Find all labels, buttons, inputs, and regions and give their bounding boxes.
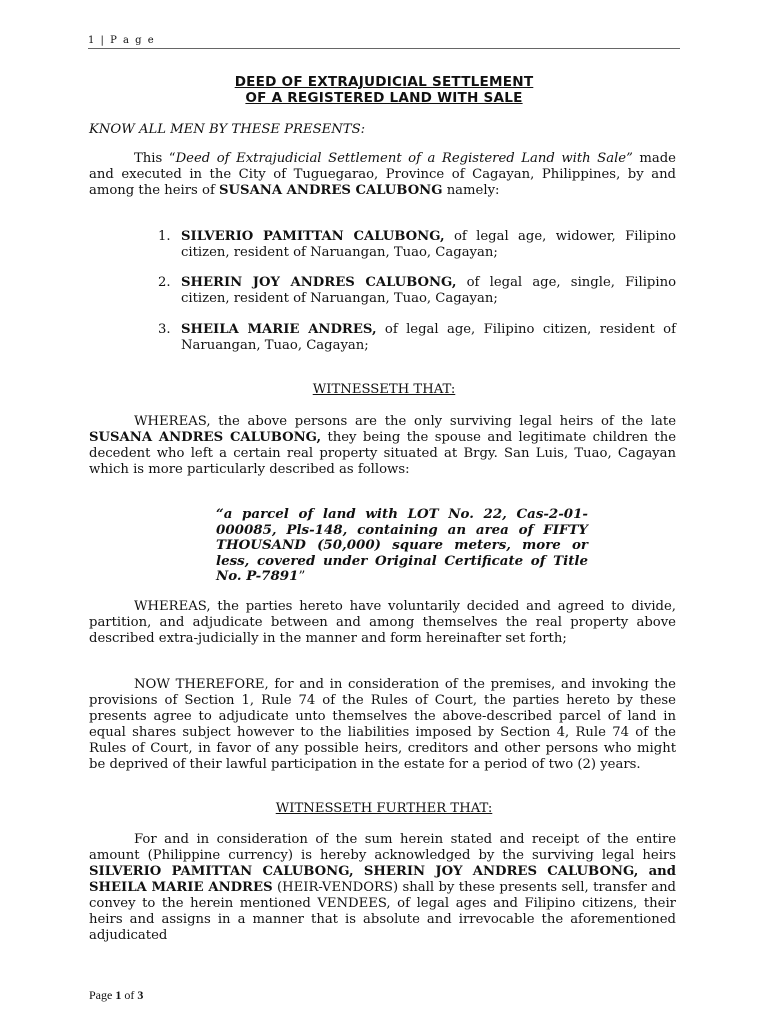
decedent-name: SUSANA ANDRES CALUBONG [219,183,443,198]
intro-paragraph [89,151,676,199]
heir-description: of legal age, single, Filipino citizen, resident of Naruangan, Tuao, Cagayan; [181,275,677,306]
document-title-line2: OF A REGISTERED LAND WITH SALE [245,90,523,106]
heir-description: of legal age, Filipino citizen, resident of Naruangan, Tuao, Cagayan; [181,322,677,353]
decedent-name: SUSANA ANDRES CALUBONG, [89,430,322,445]
deed-name: Deed of Extrajudicial Settlement of a Registered Land with Sale” [175,151,633,166]
witnesseth-heading: WITNESSETH THAT: [312,382,456,397]
property-text: “a parcel of land with LOT No. 22, Cas-2-01-000085, Pls-148, containing an area of FIFTY THOUSAND (50,000) square meters, more or less, covered under Original Certificate of Title No. P-7891 [216,506,588,585]
page-header: 1 | P a g e [88,35,680,49]
salutation: KNOW ALL MEN BY THESE PRESENTS: [89,122,366,137]
footer-current-page: 1 [115,988,122,1002]
whereas-agreement-paragraph: WHEREAS, the parties hereto have voluntarily decided and agreed to divide, partition, and adjudicate between and among themselves the real property above described extra-judicially in the manner and form hereinafter set forth; [89,599,676,646]
heir-item [158,275,676,307]
heir-vendor-names: SILVERIO PAMITTAN CALUBONG, SHERIN JOY ANDRES CALUBONG, and SHEILA MARIE ANDRES [89,864,676,895]
footer-page-word: Page [89,988,116,1002]
footer-total-pages: 3 [137,988,144,1002]
heir-item [158,229,676,261]
property-description [216,507,588,585]
intro-text-2: made and executed in the City of Tuguegarao, Province of Cagayan, Philippines, by and among the heirs of [89,151,676,198]
now-therefore-paragraph: NOW THEREFORE, for and in consideration of the premises, and invoking the provisions of Section 1, Rule 74 of the Rules of Court, the parties hereto by these presents agree to adjudicate unto themselves the above-described parcel of land in equal shares subject however to the liabilities imposed by Section 4, Rule 74 of the Rules of Court, in favor of any possible heirs, creditors and other persons who might be deprived of their lawful participation in the estate for a period of two (2) years. [89,677,676,772]
intro-text-3: namely: [442,183,500,198]
heir-number: 3. [158,322,171,337]
heir-number: 2. [158,275,171,290]
consideration-text-2: (HEIR-VENDORS) shall by these presents sell, transfer and convey to the herein mentioned VENDEES, of legal ages and Filipino citizens, their heirs and assigns in a manner that is absolute and irrevocable the aforementioned adjudicated [89,880,676,943]
page-footer [89,988,143,1003]
heir-name: SILVERIO PAMITTAN CALUBONG, [181,229,445,244]
property-close-quote: ” [298,569,306,585]
whereas1-text-2: they being the spouse and legitimate children the decedent who left a certain real property situated at Brgy. San Luis, Tuao, Cagayan which is more particularly described as follows: [89,430,676,477]
consideration-paragraph [89,832,676,944]
document-title-line1: DEED OF EXTRAJUDICIAL SETTLEMENT [234,74,534,90]
heir-description: of legal age, widower, Filipino citizen, resident of Naruangan, Tuao, Cagayan; [181,229,676,260]
consideration-text-1: For and in consideration of the sum herein stated and receipt of the entire amount (Philippine currency) is hereby acknowledged by the surviving legal heirs [89,832,676,863]
heir-name: SHERIN JOY ANDRES CALUBONG, [181,275,457,290]
whereas-heirs-paragraph [89,414,676,478]
whereas1-text-1: WHEREAS, the above persons are the only surviving legal heirs of the late [134,414,676,429]
heir-name: SHEILA MARIE ANDRES, [181,322,377,337]
footer-of: of [121,988,138,1002]
heir-item [158,322,676,354]
witnesseth-further-heading: WITNESSETH FURTHER THAT: [275,801,493,816]
heir-number: 1. [158,229,171,244]
intro-text-1: This “ [134,151,176,166]
